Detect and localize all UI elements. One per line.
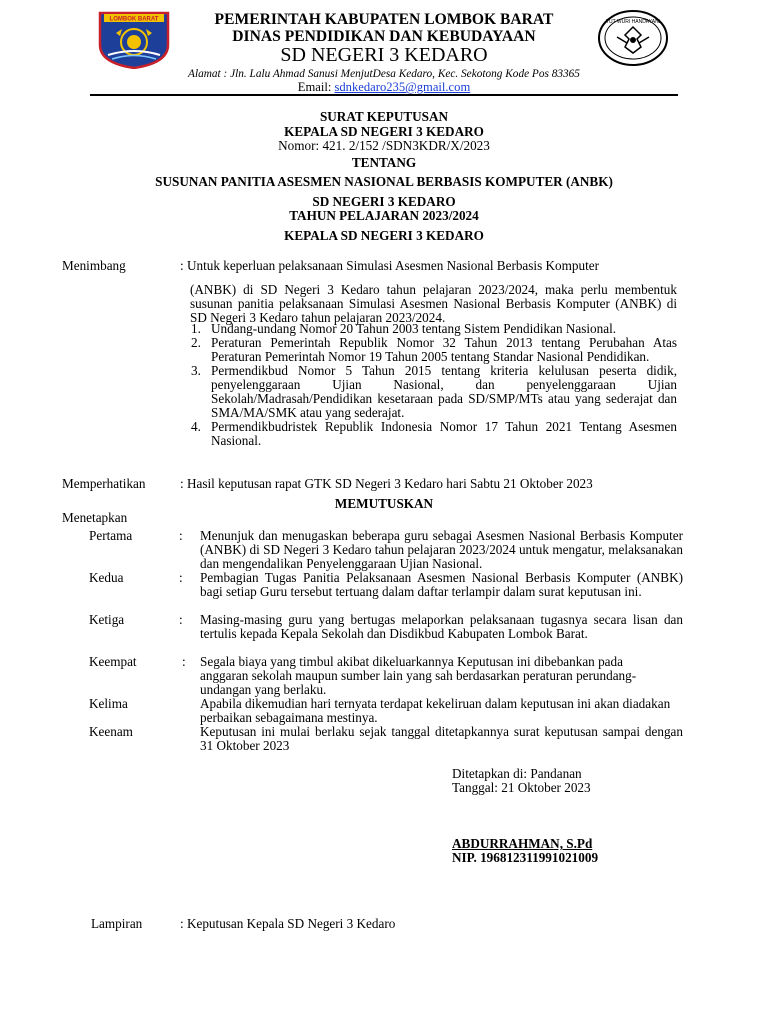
title-line1: SURAT KEPUTUSAN [319,109,449,124]
list-item: 2. Peraturan Pemerintah Republik Nomor 32 Tahun 2013 tentang Perubahan Atas Peraturan Pemerintah Nomor 19 Tahun 2005 tentang Standar Nasional Pendidikan. [191,335,677,364]
memperhatikan-text: : Hasil keputusan rapat GTK SD Negeri 3 Kedaro hari Sabtu 21 Oktober 2023 [180,476,593,491]
title-head: KEPALA SD NEGERI 3 KEDARO [284,228,484,243]
list-item: 1. Undang-undang Nomor 20 Tahun 2003 tentang Sistem Pendidikan Nasional. [191,321,617,336]
decision-text: Pembagian Tugas Panitia Pelaksanaan Asesmen Nasional Berbasis Komputer (ANBK) bagi setiap Guru tersebut tertuang dalam daftar terlampir dalam surat keputusan ini. [200,570,683,599]
decision-label: Keempat [89,654,137,669]
header-government: PEMERINTAH KABUPATEN LOMBOK BARAT [214,11,554,28]
header-rule [90,94,678,96]
decision-text: Apabila dikemudian hari ternyata terdapat kekeliruan dalam keputusan ini akan diadakan perbaikan sebagaimana mestinya. [200,696,671,725]
menetapkan-label: Menetapkan [62,510,128,525]
title-line2: KEPALA SD NEGERI 3 KEDARO [284,124,484,139]
signature-date: Tanggal: 21 Oktober 2023 [452,780,591,795]
memperhatikan-label: Memperhatikan [62,476,146,491]
header-department: DINAS PENDIDIKAN DAN KEBUDAYAAN [232,28,536,45]
header-email-line [0,80,768,94]
list-item: 3. Permendikbud Nomor 5 Tahun 2015 tentang kriteria kelulusan peserta didik, penyelenggaraan Ujian Nasional, dan penyelenggaraan Ujian Sekolah/Madrasah/Pendidikan kesetaraan pada SD/SMP/MTs atau yang sederajat dan SMA/MA/SMK atau yang sederajat. [191,363,677,420]
email-link[interactable]: sdnkedaro235@gmail.com [334,80,471,94]
signatory-name: ABDURRAHMAN, S.Pd [452,836,593,851]
menimbang-list [185,322,677,448]
tut-wuri-handayani-emblem [597,9,669,67]
decision-text: Menunjuk dan menugaskan beberapa guru sebagai Asesmen Nasional Berbasis Komputer (ANBK) di SD Negeri 3 Kedaro tahun pelajaran 2023/2024 untuk mengatur, melaksanakan dan mengendalikan Penyelenggaraan Ujian Nasional. [200,528,683,571]
decision-label: Kedua [89,570,124,585]
decree-number: Nomor: 421. 2/152 /SDN3KDR/X/2023 [278,138,490,153]
emblem-motto: TUT WURI HANDAYANI [605,19,661,25]
decision-label: Keenam [89,724,133,739]
list-item: 4. Permendikbudristek Republik Indonesia Nomor 17 Tahun 2021 Tentang Asesmen Nasional. [191,419,677,448]
menimbang-first-line: : Untuk keperluan pelaksanaan Simulasi Asesmen Nasional Berbasis Komputer [180,258,599,273]
decision-colon: : [179,570,183,585]
memutuskan-heading: MEMUTUSKAN [334,496,434,511]
header-address: Alamat : Jln. Lalu Ahmad Sanusi MenjutDesa Kedaro, Kec. Sekotong Kode Pos 83365 [188,68,580,80]
decision-colon: : [179,528,183,543]
lampiran-label: Lampiran [91,916,143,931]
email-label: Email: [297,80,335,94]
decision-text: Segala biaya yang timbul akibat dikeluarkannya Keputusan ini dibebankan pada anggaran sekolah maupun sumber lain yang sah berdasarkan peraturan perundang-undangan yang berlaku. [200,654,637,697]
emblem-caption: LOMBOK BARAT [109,16,159,23]
signatory-nip: NIP. 196812311991021009 [452,850,599,865]
decision-label: Ketiga [89,612,125,627]
menimbang-label: Menimbang [62,258,126,273]
title-school: SD NEGERI 3 KEDARO [312,194,456,209]
decision-label: Kelima [89,696,128,711]
signature-place: Ditetapkan di: Pandanan [452,766,582,781]
decision-text: Keputusan ini mulai berlaku sejak tanggal ditetapkannya surat keputusan sampai dengan 31 Oktober 2023 [200,724,683,753]
title-year: TAHUN PELAJARAN 2023/2024 [289,208,479,223]
header-school: SD NEGERI 3 KEDARO [280,44,488,66]
title-subject: SUSUNAN PANITIA ASESMEN NASIONAL BERBASIS KOMPUTER (ANBK) [155,174,613,189]
title-about: TENTANG [351,155,417,170]
decision-colon: : [182,654,186,669]
decision-colon: : [179,612,183,627]
decision-text: Masing-masing guru yang bertugas melaporkan pelaksanaan tugasnya secara lisan dan tertulis kepada Kepala Sekolah dan Disdikbud Kabupaten Lombok Barat. [200,612,683,641]
menimbang-paragraph: (ANBK) di SD Negeri 3 Kedaro tahun pelajaran 2023/2024, maka perlu membentuk susunan panitia pelaksanaan Simulasi Asesmen Nasional Berbasis Komputer (ANBK) di SD Negeri 3 Kedaro tahun pelajaran 2023/2024. [190,282,677,325]
lampiran-text: : Keputusan Kepala SD Negeri 3 Kedaro [180,916,396,931]
decision-label: Pertama [89,528,133,543]
